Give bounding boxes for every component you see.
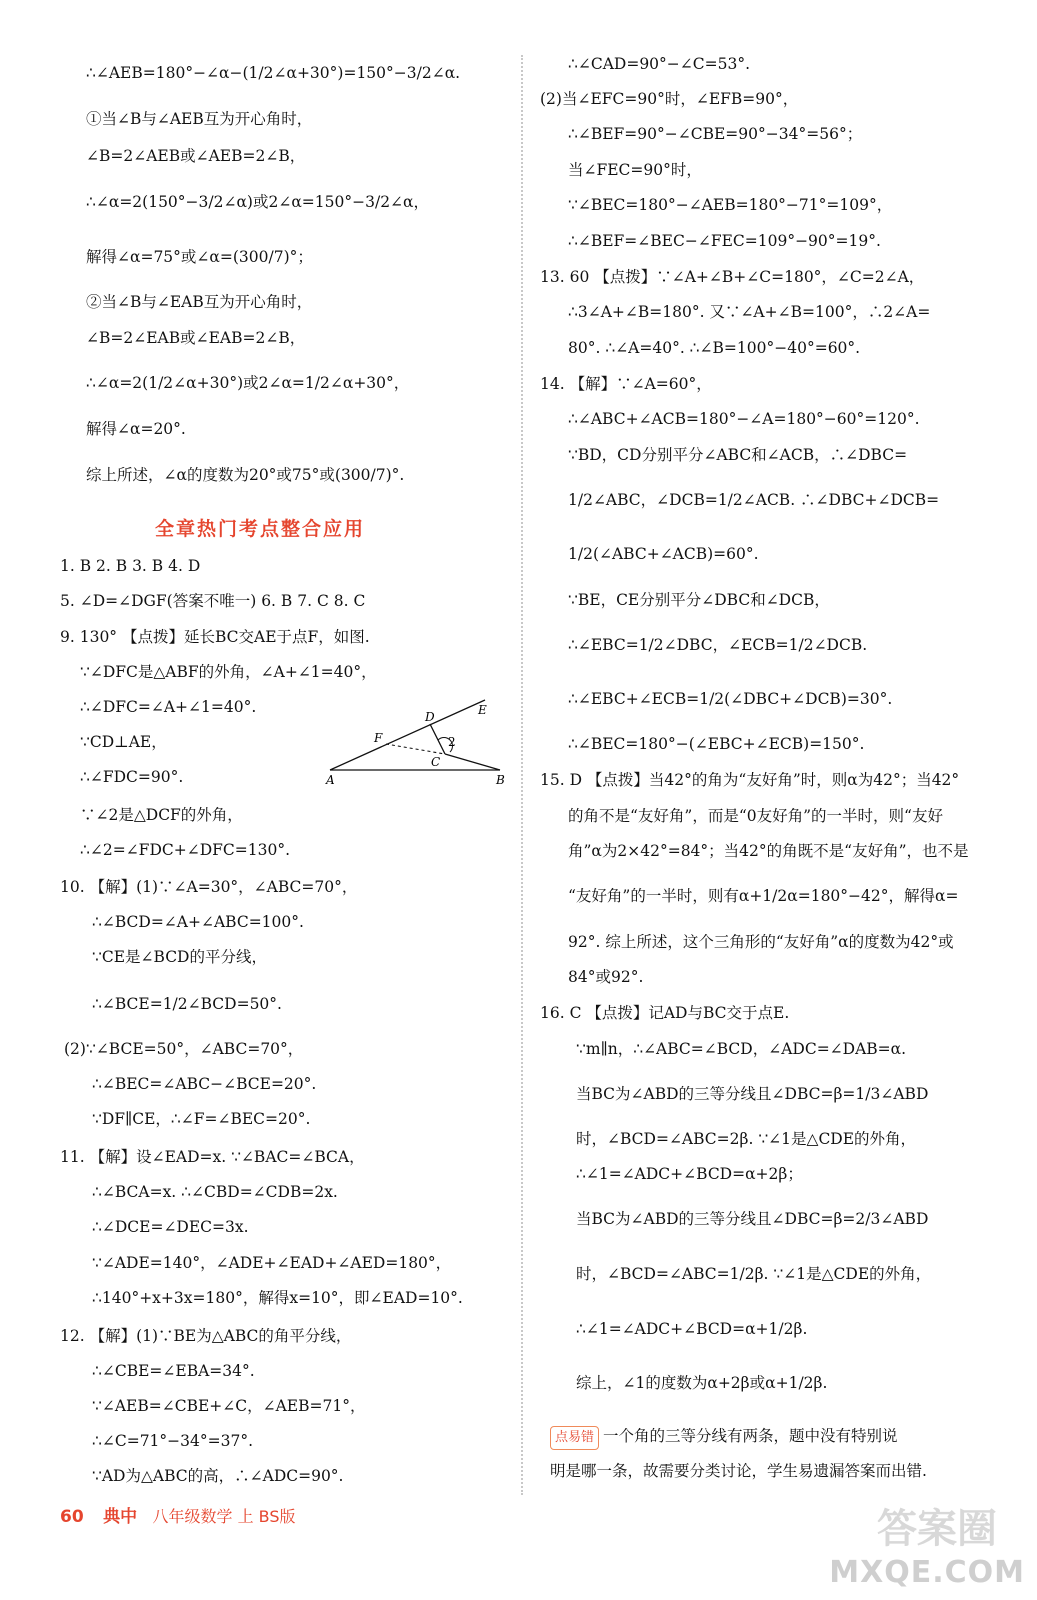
q12-line: ∵∠AEB=∠CBE+∠C，∠AEB=71°， (92, 1397, 366, 1415)
q15-line: 84°或92°. (568, 968, 644, 986)
column-divider (521, 55, 523, 1495)
q16-line: 16. C 【点拨】记AD与BC交于点E. (540, 1004, 790, 1022)
label-2: 2 (448, 735, 456, 749)
book-title: 八年级数学 上 BS版 (152, 1507, 296, 1526)
section-heading: 全章热门考点整合应用 (154, 518, 365, 540)
q15-line: 的角不是“友好角”，而是“0友好角”的一半时，则“友好 (568, 807, 943, 825)
q15-line: 角”α为2×42°=84°；当42°的角既不是“友好角”，也不是 (568, 842, 969, 860)
text-line: ∴∠α=2(1/2∠α+30°)或2∠α=1/2∠α+30°， (86, 374, 410, 392)
q11-line: ∴∠BCA=x. ∴∠CBD=∠CDB=2x. (92, 1183, 338, 1201)
q12-line: ∵AD为△ABC的高，∴∠ADC=90°. (92, 1467, 344, 1485)
q10-line: (2)∵∠BCE=50°，∠ABC=70°， (64, 1040, 304, 1058)
line-cb (445, 754, 500, 770)
q14-line: ∴∠EBC=1/2∠DBC，∠ECB=1/2∠DCB. (568, 636, 868, 654)
text-line: ∴∠BEF=90°−∠CBE=90°−34°=56°； (568, 125, 863, 143)
q16-line: 时，∠BCD=∠ABC=1/2β. ∵∠1是△CDE的外角， (576, 1265, 932, 1283)
note-line: 明是哪一条，故需要分类讨论，学生易遗漏答案而出错. (550, 1462, 927, 1480)
label-b: B (496, 773, 505, 787)
text-line: ①当∠B与∠AEB互为开心角时， (86, 110, 313, 128)
q11-line: ∴∠DCE=∠DEC=3x. (92, 1218, 249, 1236)
q11-line: 11. 【解】设∠EAD=x. ∵∠BAC=∠BCA， (60, 1148, 365, 1166)
q10-line: ∵CE是∠BCD的平分线， (92, 948, 267, 966)
q12-line: 12. 【解】(1)∵BE为△ABC的角平分线， (60, 1327, 352, 1345)
note-line (550, 1425, 898, 1450)
text-line: 综上所述，∠α的度数为20°或75°或(300/7)°. (86, 466, 405, 484)
text-line: 解得∠α=20°. (86, 420, 186, 438)
q16-line: ∵m∥n，∴∠ABC=∠BCD，∠ADC=∠DAB=α. (576, 1040, 907, 1058)
q10-line: 10. 【解】(1)∵∠A=30°，∠ABC=70°， (60, 878, 358, 896)
label-f: F (374, 731, 383, 745)
brand-logo: 典中 (103, 1507, 138, 1527)
q16-line: 综上，∠1的度数为α+2β或α+1/2β. (576, 1374, 828, 1392)
q16-line: 时，∠BCD=∠ABC=2β. ∵∠1是△CDE的外角， (576, 1130, 917, 1148)
page-number: 60 (60, 1507, 84, 1527)
q15-line: “友好角”的一半时，则有α+1/2α=180°−42°，解得α= (568, 887, 959, 905)
q16-line: ∴∠1=∠ADC+∠BCD=α+1/2β. (576, 1320, 808, 1338)
q14-line: ∵BD，CD分别平分∠ABC和∠ACB，∴∠DBC= (568, 446, 908, 464)
note-badge: 点易错 (550, 1426, 599, 1450)
page-footer (60, 1502, 296, 1527)
q13-line: ∴3∠A+∠B=180°. 又∵∠A+∠B=100°，∴2∠A= (568, 303, 931, 321)
text-line: ∴∠α=2(150°−3/2∠α)或2∠α=150°−3/2∠α， (86, 193, 430, 211)
text-line: ∠B=2∠EAB或∠EAB=2∠B， (86, 329, 306, 347)
line-fc-dashed (386, 744, 445, 754)
text-line: 解得∠α=75°或∠α=(300/7)°； (86, 248, 313, 266)
q9-line: 9. 130° 【点拨】延长BC交AE于点F，如图. (60, 628, 370, 646)
q14-line: ∵BE，CE分别平分∠DBC和∠DCB， (568, 591, 830, 609)
text-line: 当∠FEC=90°时， (568, 161, 702, 179)
q10-line: ∴∠BEC=∠ABC−∠BCE=20°. (92, 1075, 317, 1093)
answer-row: 5. ∠D=∠DGF(答案不唯一) 6. B 7. C 8. C (60, 592, 366, 610)
text-line: ∴∠BEF=∠BEC−∠FEC=109°−90°=19°. (568, 232, 881, 250)
text-line: (2)当∠EFC=90°时，∠EFB=90°， (540, 90, 799, 108)
q10-line: ∴∠BCE=1/2∠BCD=50°. (92, 995, 282, 1013)
text-line: ②当∠B与∠EAB互为开心角时， (86, 293, 313, 311)
q16-line: 当BC为∠ABD的三等分线且∠DBC=β=2/3∠ABD (576, 1210, 929, 1228)
note-text: 一个角的三等分线有两条，题中没有特别说 (603, 1427, 898, 1445)
watermark: MXQE.COM (829, 1555, 1025, 1590)
label-d: D (425, 710, 435, 724)
q14-line: ∴∠BEC=180°−(∠EBC+∠ECB)=150°. (568, 735, 865, 753)
q14-line: 1/2(∠ABC+∠ACB)=60°. (568, 545, 759, 563)
label-e: E (478, 703, 487, 717)
q12-line: ∴∠CBE=∠EBA=34°. (92, 1362, 255, 1380)
triangle-diagram (320, 690, 515, 790)
q9-line: ∵∠2是△DCF的外角， (80, 806, 243, 824)
q12-line: ∴∠C=71°−34°=37°. (92, 1432, 254, 1450)
label-a: A (326, 773, 335, 787)
q14-line: 1/2∠ABC，∠DCB=1/2∠ACB. ∴∠DBC+∠DCB= (568, 491, 940, 509)
q14-line: ∴∠ABC+∠ACB=180°−∠A=180°−60°=120°. (568, 410, 920, 428)
text-line: ∠B=2∠AEB或∠AEB=2∠B， (86, 147, 306, 165)
q14-line: ∴∠EBC+∠ECB=1/2(∠DBC+∠DCB)=30°. (568, 690, 893, 708)
q10-line: ∵DF∥CE，∴∠F=∠BEC=20°. (92, 1110, 311, 1128)
label-c: C (431, 755, 441, 769)
q9-line: ∵∠DFC是△ABF的外角，∠A+∠1=40°， (80, 663, 377, 681)
text-line: ∴∠AEB=180°−∠α−(1/2∠α+30°)=150°−3/2∠α. (86, 64, 461, 82)
q9-line: ∵CD⊥AE， (80, 733, 167, 751)
watermark-logo: 答案圈 (877, 1506, 997, 1552)
q15-line: 15. D 【点拨】当42°的角为“友好角”时，则α为42°；当42° (540, 771, 960, 789)
q11-line: ∵∠ADE=140°，∠ADE+∠EAD+∠AED=180°， (92, 1254, 452, 1272)
text-line: ∴∠CAD=90°−∠C=53°. (568, 55, 751, 73)
q9-line: ∴∠DFC=∠A+∠1=40°. (80, 698, 257, 716)
q13-line: 13. 60 【点拨】∵∠A+∠B+∠C=180°，∠C=2∠A， (540, 268, 925, 286)
q15-line: 92°. 综上所述，这个三角形的“友好角”α的度数为42°或 (568, 933, 954, 951)
q16-line: ∴∠1=∠ADC+∠BCD=α+2β； (576, 1165, 803, 1183)
q11-line: ∴140°+x+3x=180°，解得x=10°，即∠EAD=10°. (92, 1289, 463, 1307)
q10-line: ∴∠BCD=∠A+∠ABC=100°. (92, 913, 304, 931)
answer-row: 1. B 2. B 3. B 4. D (60, 557, 201, 575)
q9-line: ∴∠2=∠FDC+∠DFC=130°. (80, 841, 290, 859)
q13-line: 80°. ∴∠A=40°. ∴∠B=100°−40°=60°. (568, 339, 861, 357)
q14-line: 14. 【解】∵∠A=60°， (540, 375, 712, 393)
text-line: ∵∠BEC=180°−∠AEB=180°−71°=109°， (568, 196, 893, 214)
q16-line: 当BC为∠ABD的三等分线且∠DBC=β=1/3∠ABD (576, 1085, 929, 1103)
line-dc (430, 724, 445, 754)
q9-line: ∴∠FDC=90°. (80, 768, 184, 786)
